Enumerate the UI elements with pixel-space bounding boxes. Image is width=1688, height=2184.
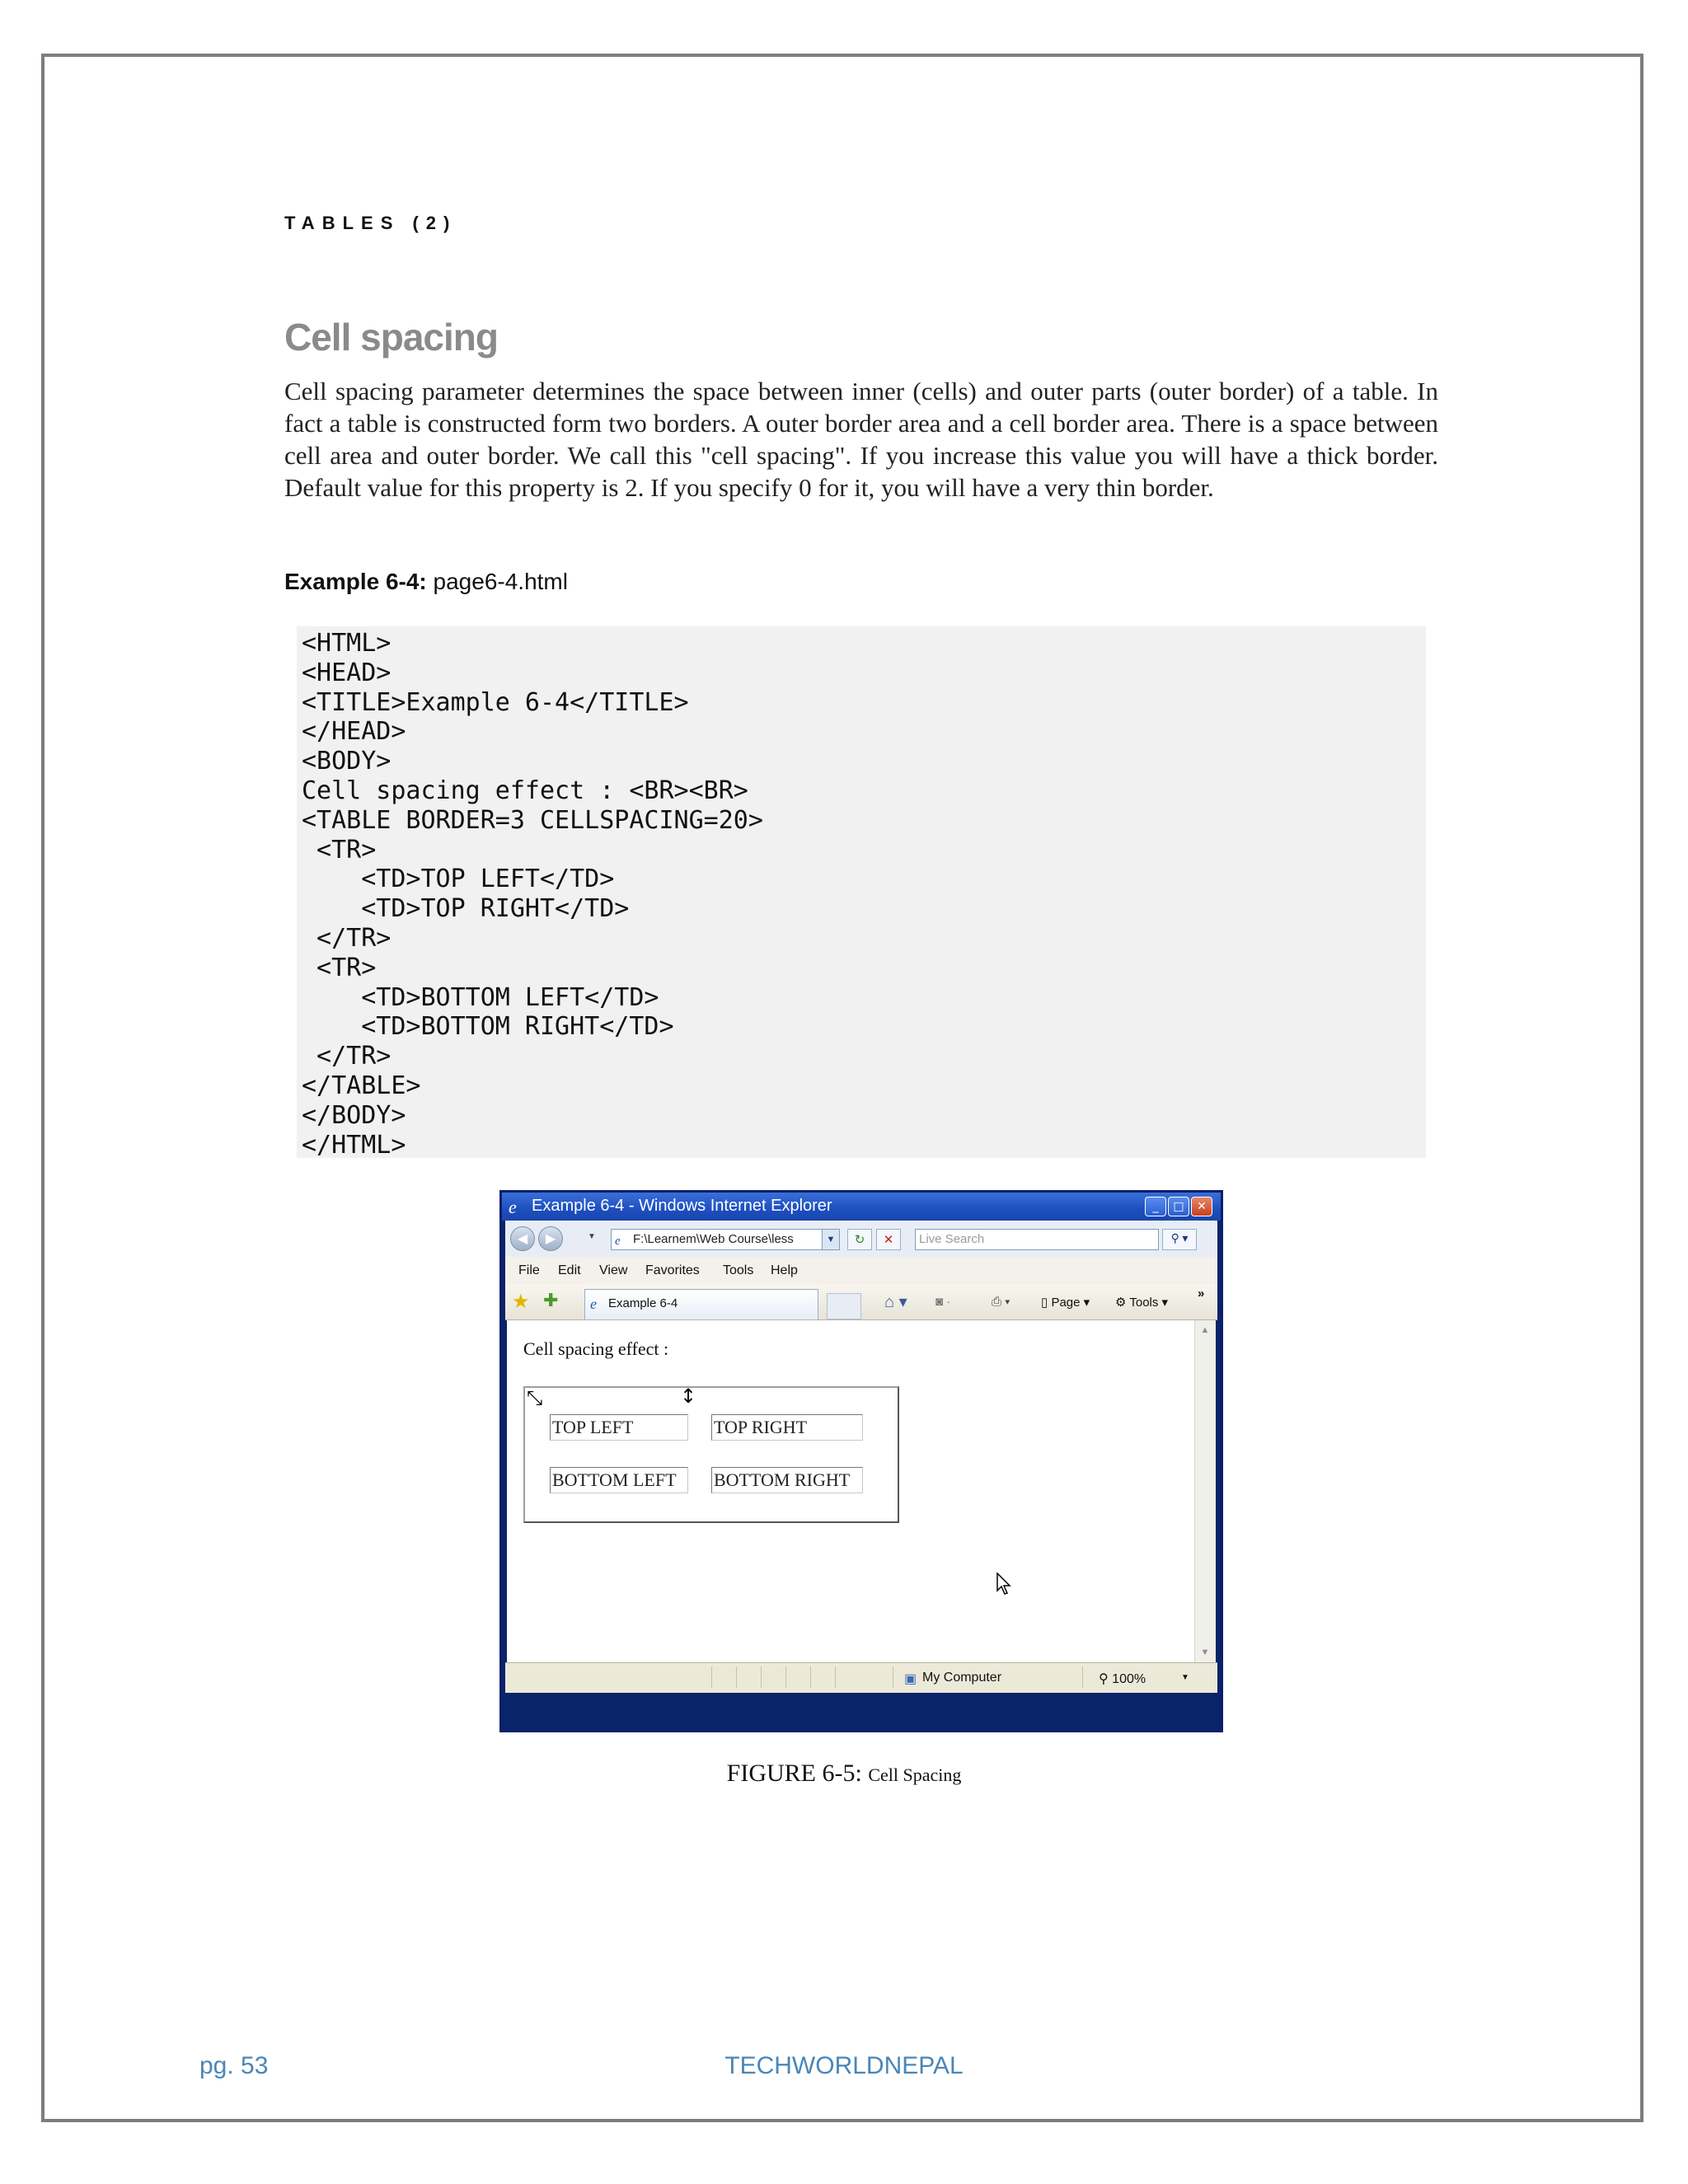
- search-input[interactable]: Live Search: [915, 1229, 1159, 1250]
- maximize-icon[interactable]: □: [1168, 1197, 1189, 1216]
- code-line: <TR>: [302, 953, 377, 982]
- page-icon: ▯: [1041, 1296, 1048, 1310]
- feeds-icon[interactable]: ◙ ·: [935, 1295, 951, 1309]
- browser-menubar: [505, 1257, 1217, 1285]
- code-line: </BODY>: [302, 1100, 406, 1130]
- menu-view[interactable]: View: [599, 1263, 628, 1277]
- page-ie-icon: e: [615, 1235, 621, 1248]
- menu-edit[interactable]: Edit: [558, 1263, 581, 1277]
- code-line: <TABLE BORDER=3 CELLSPACING=20>: [302, 805, 763, 835]
- tab-ie-icon: e: [590, 1296, 597, 1312]
- ie-logo-icon: e: [509, 1197, 517, 1217]
- figure-label: FIGURE 6-5:: [726, 1760, 862, 1787]
- page-menu[interactable]: ▯ Page ▾: [1041, 1296, 1090, 1310]
- menu-file[interactable]: File: [518, 1263, 540, 1277]
- close-icon[interactable]: ✕: [1191, 1197, 1212, 1216]
- zoom-icon: ⚲: [1099, 1672, 1109, 1686]
- browser-navbar: [505, 1221, 1217, 1257]
- code-line: <HEAD>: [302, 658, 392, 687]
- browser-favorites-bar: [505, 1285, 1217, 1320]
- refresh-icon[interactable]: ↻: [847, 1229, 872, 1250]
- code-line: </TR>: [302, 1042, 392, 1071]
- code-line: </HEAD>: [302, 717, 406, 747]
- scroll-up-icon[interactable]: ▲: [1200, 1325, 1210, 1335]
- zoom-level: 100%: [1112, 1672, 1146, 1686]
- stop-icon[interactable]: ✕: [876, 1229, 901, 1250]
- figure-caption: [0, 1760, 1688, 1788]
- resize-arrow-icon: ⤡: [527, 1386, 543, 1409]
- code-block: [297, 626, 1426, 1158]
- code-line: <HTML>: [302, 629, 392, 658]
- code-line: <TR>: [302, 835, 377, 865]
- tools-menu-label: Tools: [1129, 1296, 1159, 1310]
- browser-screenshot: [499, 1190, 1223, 1732]
- menu-help[interactable]: Help: [771, 1263, 798, 1277]
- chevron-more-icon[interactable]: »: [1198, 1286, 1205, 1301]
- example-label: Example 6-4:: [284, 569, 427, 594]
- demo-table: [523, 1386, 899, 1523]
- browser-content: [507, 1320, 1194, 1662]
- address-text: F:\Learnem\Web Course\less: [633, 1232, 794, 1246]
- favorites-star-icon[interactable]: ★: [512, 1291, 530, 1313]
- footer-brand: TECHWORLDNEPAL: [724, 2052, 964, 2079]
- status-divider: [785, 1666, 786, 1688]
- tools-gear-icon: ⚙: [1115, 1296, 1127, 1310]
- tab-example[interactable]: [584, 1289, 818, 1319]
- resize-vertical-icon: ↕: [680, 1385, 697, 1408]
- zoom-control[interactable]: [1099, 1671, 1146, 1687]
- status-divider: [711, 1666, 712, 1688]
- cell-bottom-left: BOTTOM LEFT: [550, 1467, 688, 1493]
- status-divider: [761, 1666, 762, 1688]
- code-line: <TITLE>Example 6-4</TITLE>: [302, 687, 689, 717]
- home-icon[interactable]: ⌂ ▾: [884, 1293, 907, 1311]
- figure-caption-text: Cell Spacing: [868, 1765, 962, 1785]
- cell-bottom-right: BOTTOM RIGHT: [711, 1467, 863, 1493]
- code-line: Cell spacing effect : <BR><BR>: [302, 776, 748, 805]
- browser-statusbar: [505, 1662, 1217, 1693]
- status-divider: [810, 1666, 811, 1688]
- cell-top-left: TOP LEFT: [550, 1414, 688, 1441]
- browser-title: Example 6-4 - Windows Internet Explorer: [532, 1197, 832, 1215]
- computer-icon: ▣: [904, 1672, 917, 1686]
- status-zone: My Computer: [922, 1671, 1002, 1685]
- back-icon[interactable]: ◀: [510, 1226, 535, 1251]
- code-line: </TR>: [302, 923, 392, 953]
- print-icon[interactable]: ⎙ ▾: [992, 1295, 1010, 1309]
- vertical-scrollbar[interactable]: [1194, 1320, 1216, 1662]
- code-line: <TD>TOP RIGHT</TD>: [302, 894, 630, 924]
- content-text: Cell spacing effect :: [523, 1338, 669, 1359]
- cell-top-right: TOP RIGHT: [711, 1414, 863, 1441]
- code-line: <TD>TOP LEFT</TD>: [302, 865, 615, 894]
- example-caption: [284, 569, 568, 595]
- browser-titlebar: [502, 1193, 1221, 1221]
- body-paragraph: Cell spacing parameter determines the space between inner (cells) and outer parts (outer border) of a table. In fact a table is constructed form two borders. A outer border area and a cell border area. There is a space between cell area and outer border. We call this "cell spacing". If you increase this value you will have a thick border. Default value for this property is 2. If you specify 0 for it, you will have a very thin border.: [284, 377, 1438, 502]
- code-line: </TABLE>: [302, 1071, 421, 1100]
- add-favorites-icon[interactable]: ✚: [543, 1290, 559, 1310]
- code-line: <TD>BOTTOM RIGHT</TD>: [302, 1012, 674, 1042]
- address-dropdown-icon[interactable]: ▼: [822, 1230, 839, 1249]
- status-divider: [835, 1666, 836, 1688]
- tools-menu[interactable]: ⚙ Tools ▾: [1115, 1296, 1169, 1310]
- search-icon[interactable]: ⚲ ▾: [1162, 1229, 1197, 1250]
- example-filename: page6-4.html: [433, 569, 568, 594]
- page-menu-label: Page: [1051, 1296, 1081, 1310]
- new-tab-button[interactable]: [827, 1293, 861, 1319]
- code-line: <TD>BOTTOM LEFT</TD>: [302, 982, 659, 1012]
- status-divider: [1082, 1666, 1083, 1688]
- minimize-icon[interactable]: _: [1145, 1197, 1166, 1216]
- tab-label: Example 6-4: [608, 1296, 678, 1310]
- footer-page-number: pg. 53: [199, 2052, 269, 2079]
- scroll-down-icon[interactable]: ▼: [1200, 1647, 1210, 1657]
- code-line: <BODY>: [302, 747, 392, 776]
- zoom-dropdown-icon[interactable]: ▼: [1181, 1673, 1189, 1682]
- mouse-cursor-icon: [996, 1572, 1011, 1596]
- menu-tools[interactable]: Tools: [723, 1263, 754, 1277]
- menu-favorites[interactable]: Favorites: [645, 1263, 700, 1277]
- code-line: </HTML>: [302, 1130, 406, 1160]
- section-title: Cell spacing: [284, 316, 498, 359]
- status-divider: [736, 1666, 737, 1688]
- history-dropdown-icon[interactable]: ▼: [588, 1232, 596, 1241]
- forward-icon[interactable]: ▶: [538, 1226, 563, 1251]
- running-head: TABLES (2): [284, 213, 457, 233]
- address-bar[interactable]: [611, 1229, 840, 1250]
